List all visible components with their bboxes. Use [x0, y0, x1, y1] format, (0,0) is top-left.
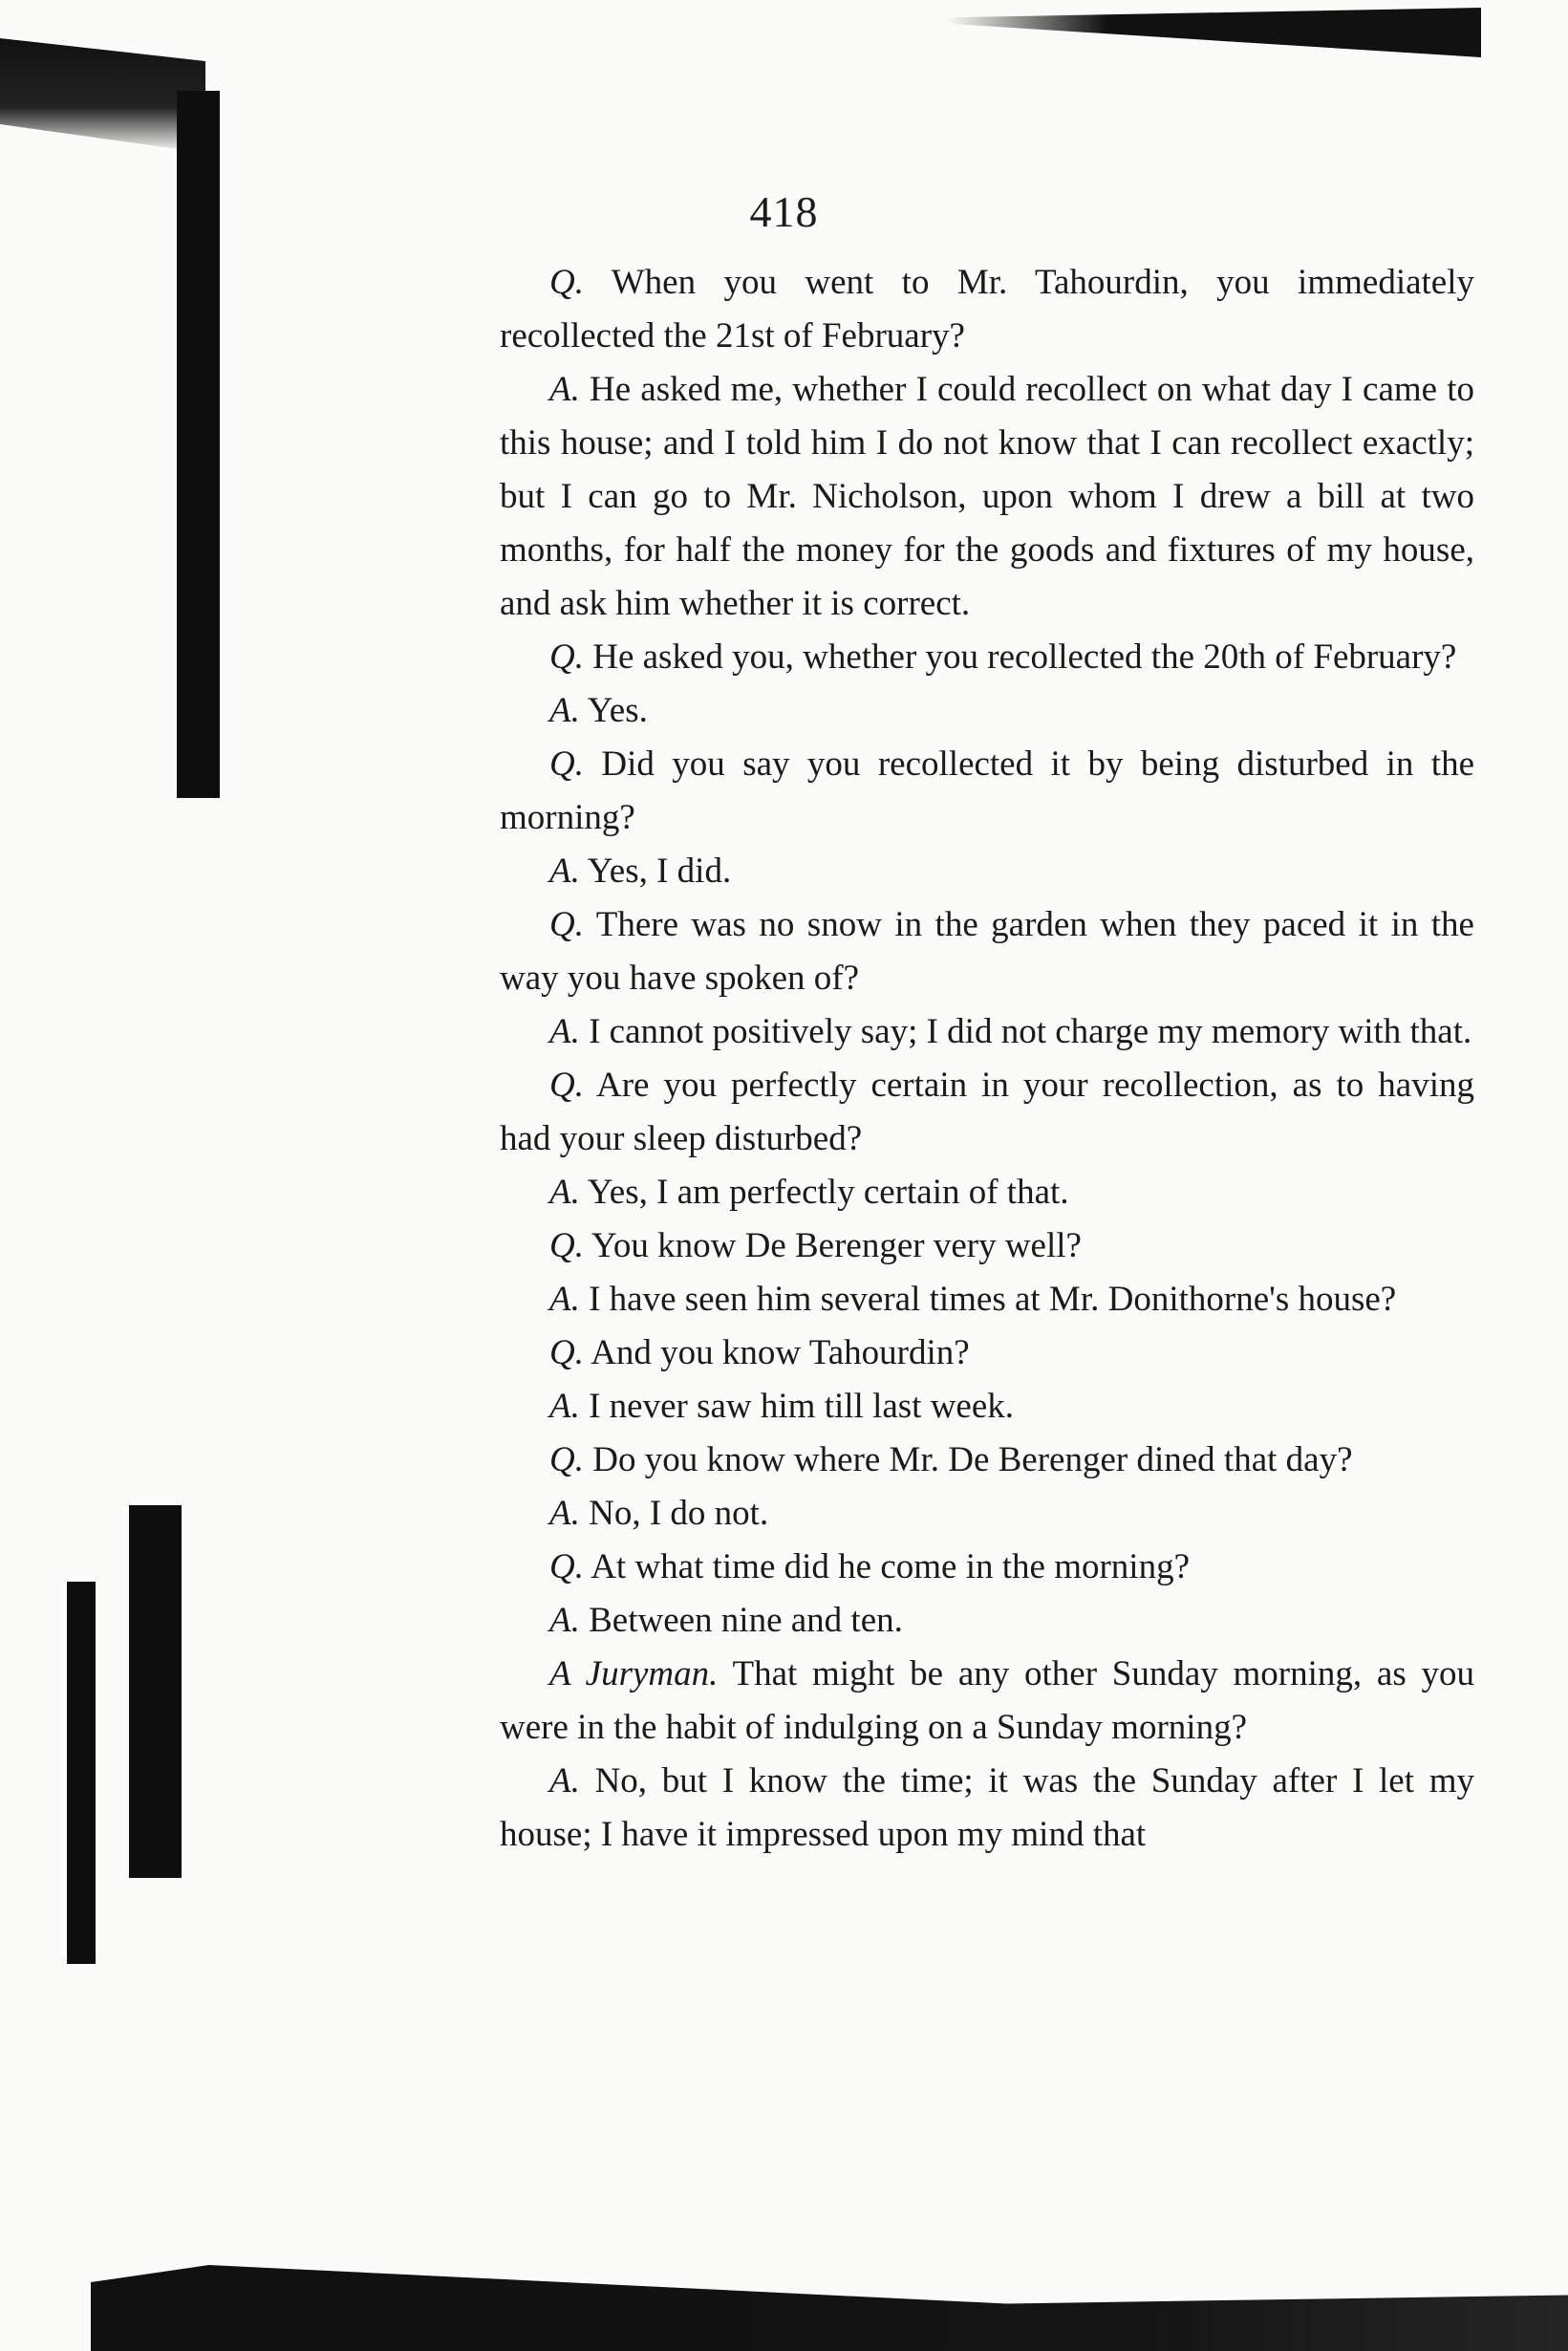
entry-text: When you went to Mr. Tahourdin, you immediately recollected the 21st of February? — [500, 263, 1474, 356]
speaker-label: A. — [549, 691, 580, 730]
transcript-entry — [500, 631, 1474, 684]
transcript-entry — [500, 1594, 1474, 1648]
entry-text: He asked you, whether you recollected the 20th of February? — [592, 637, 1457, 677]
transcript-entry — [500, 1166, 1474, 1219]
speaker-label: A. — [549, 1761, 580, 1801]
entry-text: That might be any other Sunday morning, as you were in the habit of indulging on a Sunday morning? — [500, 1654, 1474, 1747]
speaker-label: Q. — [549, 263, 584, 302]
scan-shadow-left-lower — [129, 1505, 182, 1878]
entry-text: Do you know where Mr. De Berenger dined that day? — [592, 1440, 1353, 1479]
entry-text: Yes, I did. — [587, 852, 732, 891]
transcript-entry — [500, 1755, 1474, 1862]
entry-text: No, but I know the time; it was the Sunday after I let my house; I have it impressed upon my mind that — [500, 1761, 1474, 1854]
scan-shadow-top-left — [0, 38, 205, 153]
entry-text: Did you say you recollected it by being disturbed in the morning? — [500, 744, 1474, 837]
transcript-entry — [500, 845, 1474, 898]
transcript-entry — [500, 1059, 1474, 1166]
speaker-label: Q. — [549, 637, 584, 677]
speaker-label: Q. — [549, 1333, 584, 1372]
speaker-label: Q. — [549, 744, 584, 784]
page-number: 418 — [749, 187, 819, 236]
transcript-entry — [500, 1005, 1474, 1059]
speaker-label: Q. — [549, 905, 584, 944]
speaker-label: A. — [549, 1601, 580, 1640]
transcript-entry — [500, 1487, 1474, 1541]
entry-text: He asked me, whether I could recollect on what day I came to this house; and I told him I do not know that I can recollect exactly; but I can go to Mr. Nicholson, upon whom I drew a bill at two months, for half the money for the goods and fixtures of my house, and ask him whether it is correct. — [500, 370, 1475, 623]
entry-text: You know De Berenger very well? — [591, 1226, 1082, 1265]
entry-text: Yes. — [587, 691, 648, 730]
transcript-entry — [500, 1648, 1474, 1755]
speaker-label: A. — [549, 1494, 580, 1533]
transcript-entry — [500, 898, 1474, 1005]
speaker-label: Q. — [549, 1226, 584, 1265]
scan-shadow-top-right — [946, 8, 1481, 57]
entry-text: Yes, I am perfectly certain of that. — [587, 1173, 1069, 1212]
entry-text: I never saw him till last week. — [589, 1387, 1015, 1426]
transcript-body — [500, 256, 1474, 1862]
speaker-label: A. — [549, 1173, 580, 1212]
entry-text: Between nine and ten. — [589, 1601, 903, 1640]
entry-text: I have seen him several times at Mr. Donithorne's house? — [589, 1280, 1397, 1319]
speaker-label: A. — [549, 1012, 580, 1051]
transcript-entry — [500, 684, 1474, 738]
speaker-label: Q. — [549, 1066, 584, 1105]
entry-text: No, I do not. — [589, 1494, 769, 1533]
speaker-label: A. — [549, 370, 580, 409]
speaker-label: A. — [549, 852, 580, 891]
entry-text: At what time did he come in the morning? — [591, 1547, 1190, 1586]
speaker-label: A. — [549, 1387, 580, 1426]
scan-shadow-bottom — [91, 2265, 1568, 2351]
entry-text: Are you perfectly certain in your recollection, as to having had your sleep disturbed? — [500, 1066, 1474, 1158]
transcript-entry — [500, 1434, 1474, 1487]
transcript-entry — [500, 1219, 1474, 1273]
speaker-label: A Juryman. — [549, 1654, 719, 1693]
entry-text: There was no snow in the garden when they paced it in the way you have spoken of? — [500, 905, 1474, 998]
transcript-entry — [500, 738, 1474, 845]
speaker-label: Q. — [549, 1547, 584, 1586]
transcript-entry — [500, 1380, 1474, 1434]
transcript-entry — [500, 1541, 1474, 1594]
speaker-label: Q. — [549, 1440, 584, 1479]
transcript-entry — [500, 1273, 1474, 1326]
transcript-entry — [500, 363, 1474, 631]
speaker-label: A. — [549, 1280, 580, 1319]
transcript-entry — [500, 1326, 1474, 1380]
transcript-entry — [500, 256, 1474, 363]
entry-text: I cannot positively say; I did not charge my memory with that. — [589, 1012, 1472, 1051]
entry-text: And you know Tahourdin? — [591, 1333, 970, 1372]
scan-shadow-left-lower-secondary — [67, 1582, 96, 1964]
